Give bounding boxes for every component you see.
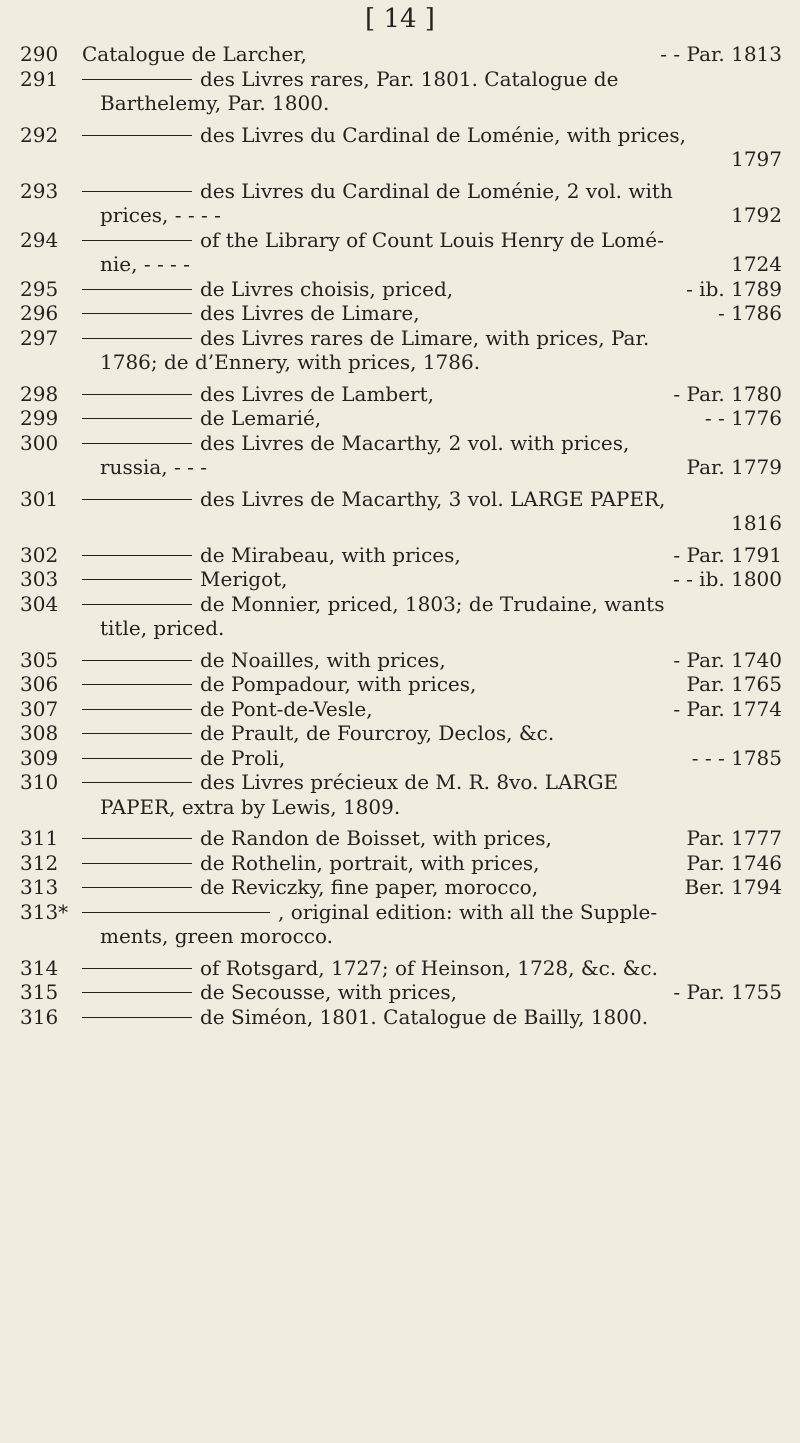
entry-continuation: Barthelemy, Par. 1800. xyxy=(100,91,330,115)
entry-continuation: prices, - - - - xyxy=(100,203,221,227)
entry-place-year: 1724 xyxy=(731,252,782,276)
entry-title: , original edition: with all the Supple- xyxy=(278,899,658,924)
entry-title: de Randon de Boisset, with prices, xyxy=(200,826,552,850)
entry-continuation: nie, - - - - xyxy=(100,252,190,276)
ditto-rule xyxy=(82,240,192,241)
entry-title: de Noailles, with prices, xyxy=(200,647,446,672)
ditto-rule xyxy=(82,394,192,395)
ditto-rule xyxy=(82,289,192,290)
entry-title: des Livres du Cardinal de Loménie, with prices, xyxy=(200,122,686,147)
ditto-rule xyxy=(82,863,192,864)
catalogue-entry xyxy=(20,746,782,771)
entry-number: 299 xyxy=(20,406,59,430)
entry-place-year: 1792 xyxy=(731,203,782,227)
entry-title: of Rotsgard, 1727; of Heinson, 1728, &c. &c. xyxy=(200,955,658,980)
entry-number: 295 xyxy=(20,276,59,301)
entry-continuation: title, priced. xyxy=(100,616,225,640)
entry-title: de Prault, de Fourcroy, Declos, &c. xyxy=(200,721,555,745)
entry-number: 308 xyxy=(20,721,59,745)
entry-year: 1797 xyxy=(731,147,782,171)
entry-title: de Pont-de-Vesle, xyxy=(200,696,373,721)
catalogue-entry xyxy=(20,875,782,900)
entry-number: 300 xyxy=(20,430,59,455)
catalogue-entry xyxy=(20,277,782,302)
ditto-rule xyxy=(82,887,192,888)
entry-number: 313* xyxy=(20,899,69,924)
ditto-rule xyxy=(82,660,192,661)
ditto-rule xyxy=(82,418,192,419)
entry-place-year: - ib. 1789 xyxy=(686,276,782,301)
ditto-rule xyxy=(82,79,192,80)
catalogue-entry xyxy=(20,900,782,949)
ditto-rule xyxy=(82,313,192,314)
entry-place-year: - 1786 xyxy=(717,301,782,325)
ditto-rule xyxy=(82,604,192,605)
entry-place-year: Ber. 1794 xyxy=(684,875,782,899)
entry-number: 305 xyxy=(20,647,59,672)
entry-number: 314 xyxy=(20,955,59,980)
entry-number: 312 xyxy=(20,850,59,875)
entry-number: 293 xyxy=(20,178,59,203)
ditto-rule xyxy=(82,1017,192,1018)
ditto-rule xyxy=(82,709,192,710)
entry-place-year: - Par. 1755 xyxy=(673,980,782,1004)
catalogue-entry xyxy=(20,956,782,981)
catalogue-entry xyxy=(20,326,782,375)
ditto-rule xyxy=(82,135,192,136)
entry-number: 294 xyxy=(20,227,59,252)
entry-number: 309 xyxy=(20,745,59,770)
catalogue-entry xyxy=(20,697,782,722)
catalogue-list xyxy=(20,42,782,1029)
catalogue-entry xyxy=(20,648,782,673)
entry-place-year: - Par. 1740 xyxy=(673,647,782,672)
catalogue-entry xyxy=(20,1005,782,1030)
ditto-rule xyxy=(82,912,270,913)
catalogue-entry xyxy=(20,228,782,277)
catalogue-entry xyxy=(20,123,782,172)
ditto-rule xyxy=(82,782,192,783)
entry-number: 316 xyxy=(20,1004,59,1029)
entry-place-year: Par. 1779 xyxy=(686,455,782,479)
entry-place-year: - - Par. 1813 xyxy=(660,42,782,66)
entry-place-year: - - - 1785 xyxy=(691,745,782,770)
entry-title: de Livres choisis, priced, xyxy=(200,276,454,301)
entry-continuation: PAPER, extra by Lewis, 1809. xyxy=(100,794,401,819)
entry-title: des Livres de Macarthy, 2 vol. with prices, xyxy=(200,430,630,455)
entry-number: 298 xyxy=(20,381,59,406)
entry-title: des Livres précieux de M. R. 8vo. LARGE xyxy=(200,770,619,794)
catalogue-entry xyxy=(20,301,782,326)
catalogue-entry xyxy=(20,431,782,480)
entry-title: de Rothelin, portrait, with prices, xyxy=(200,850,540,875)
entry-title: des Livres de Lambert, xyxy=(200,381,435,406)
entry-place-year: - Par. 1774 xyxy=(673,696,782,721)
entry-title: de Siméon, 1801. Catalogue de Bailly, 1800. xyxy=(200,1004,649,1029)
entry-title: des Livres de Limare, xyxy=(200,301,420,325)
entry-number: 292 xyxy=(20,122,59,147)
entry-title: de Mirabeau, with prices, xyxy=(200,542,461,567)
page-number: [ 14 ] xyxy=(365,4,435,34)
ditto-rule xyxy=(82,579,192,580)
ditto-rule xyxy=(82,838,192,839)
entry-number: 297 xyxy=(20,325,59,350)
ditto-rule xyxy=(82,968,192,969)
entry-place-year: Par. 1777 xyxy=(686,826,782,850)
entry-number: 304 xyxy=(20,591,59,616)
entry-title: des Livres de Macarthy, 3 vol. LARGE PAPER, xyxy=(200,486,666,511)
entry-number: 303 xyxy=(20,567,59,591)
entry-title: de Monnier, priced, 1803; de Trudaine, wants xyxy=(200,591,665,616)
catalogue-entry xyxy=(20,980,782,1005)
entry-place-year: Par. 1746 xyxy=(686,850,782,875)
catalogue-entry xyxy=(20,721,782,746)
entry-title: de Proli, xyxy=(200,745,286,770)
entry-number: 313 xyxy=(20,875,59,899)
entry-place-year: - - ib. 1800 xyxy=(672,567,782,591)
entry-title: des Livres rares, Par. 1801. Catalogue de xyxy=(200,66,619,91)
entry-number: 296 xyxy=(20,301,59,325)
entry-title: des Livres du Cardinal de Loménie, 2 vol. with xyxy=(200,178,673,203)
entry-title: Catalogue de Larcher, xyxy=(82,42,307,66)
ditto-rule xyxy=(82,992,192,993)
entry-number: 311 xyxy=(20,826,59,850)
catalogue-entry xyxy=(20,672,782,697)
entry-title: de Pompadour, with prices, xyxy=(200,672,477,696)
entry-number: 301 xyxy=(20,486,59,511)
entry-number: 315 xyxy=(20,980,59,1004)
entry-title: Merigot, xyxy=(200,567,288,591)
ditto-rule xyxy=(82,758,192,759)
catalogue-entry xyxy=(20,826,782,851)
catalogue-entry xyxy=(20,567,782,592)
entry-continuation: ments, green morocco. xyxy=(100,924,334,948)
ditto-rule xyxy=(82,499,192,500)
ditto-rule xyxy=(82,684,192,685)
catalogue-entry xyxy=(20,487,782,536)
catalogue-entry xyxy=(20,543,782,568)
entry-title: de Reviczky, fine paper, morocco, xyxy=(200,875,539,899)
ditto-rule xyxy=(82,733,192,734)
entry-continuation: russia, - - - xyxy=(100,455,207,479)
entry-number: 306 xyxy=(20,672,59,696)
catalogue-entry xyxy=(20,382,782,407)
entry-title: of the Library of Count Louis Henry de Lomé- xyxy=(200,227,664,252)
catalogue-entry xyxy=(20,179,782,228)
entry-number: 290 xyxy=(20,42,59,66)
entry-place-year: - - 1776 xyxy=(704,406,782,430)
catalogue-entry xyxy=(20,406,782,431)
catalogue-entry xyxy=(20,851,782,876)
catalogue-entry xyxy=(20,770,782,819)
ditto-rule xyxy=(82,555,192,556)
entry-title: de Secousse, with prices, xyxy=(200,980,457,1004)
entry-number: 307 xyxy=(20,696,59,721)
entry-continuation: 1786; de d’Ennery, with prices, 1786. xyxy=(100,350,481,374)
entry-title: des Livres rares de Limare, with prices, Par. xyxy=(200,325,650,350)
entry-place-year: - Par. 1780 xyxy=(673,381,782,406)
catalogue-entry xyxy=(20,42,782,67)
entry-number: 310 xyxy=(20,770,59,794)
catalogue-entry xyxy=(20,67,782,116)
catalogue-entry xyxy=(20,592,782,641)
entry-title: de Lemarié, xyxy=(200,406,322,430)
ditto-rule xyxy=(82,191,192,192)
entry-year: 1816 xyxy=(731,511,782,535)
ditto-rule xyxy=(82,443,192,444)
ditto-rule xyxy=(82,338,192,339)
entry-place-year: Par. 1765 xyxy=(686,672,782,696)
entry-number: 302 xyxy=(20,542,59,567)
entry-number: 291 xyxy=(20,66,59,91)
entry-place-year: - Par. 1791 xyxy=(673,542,782,567)
